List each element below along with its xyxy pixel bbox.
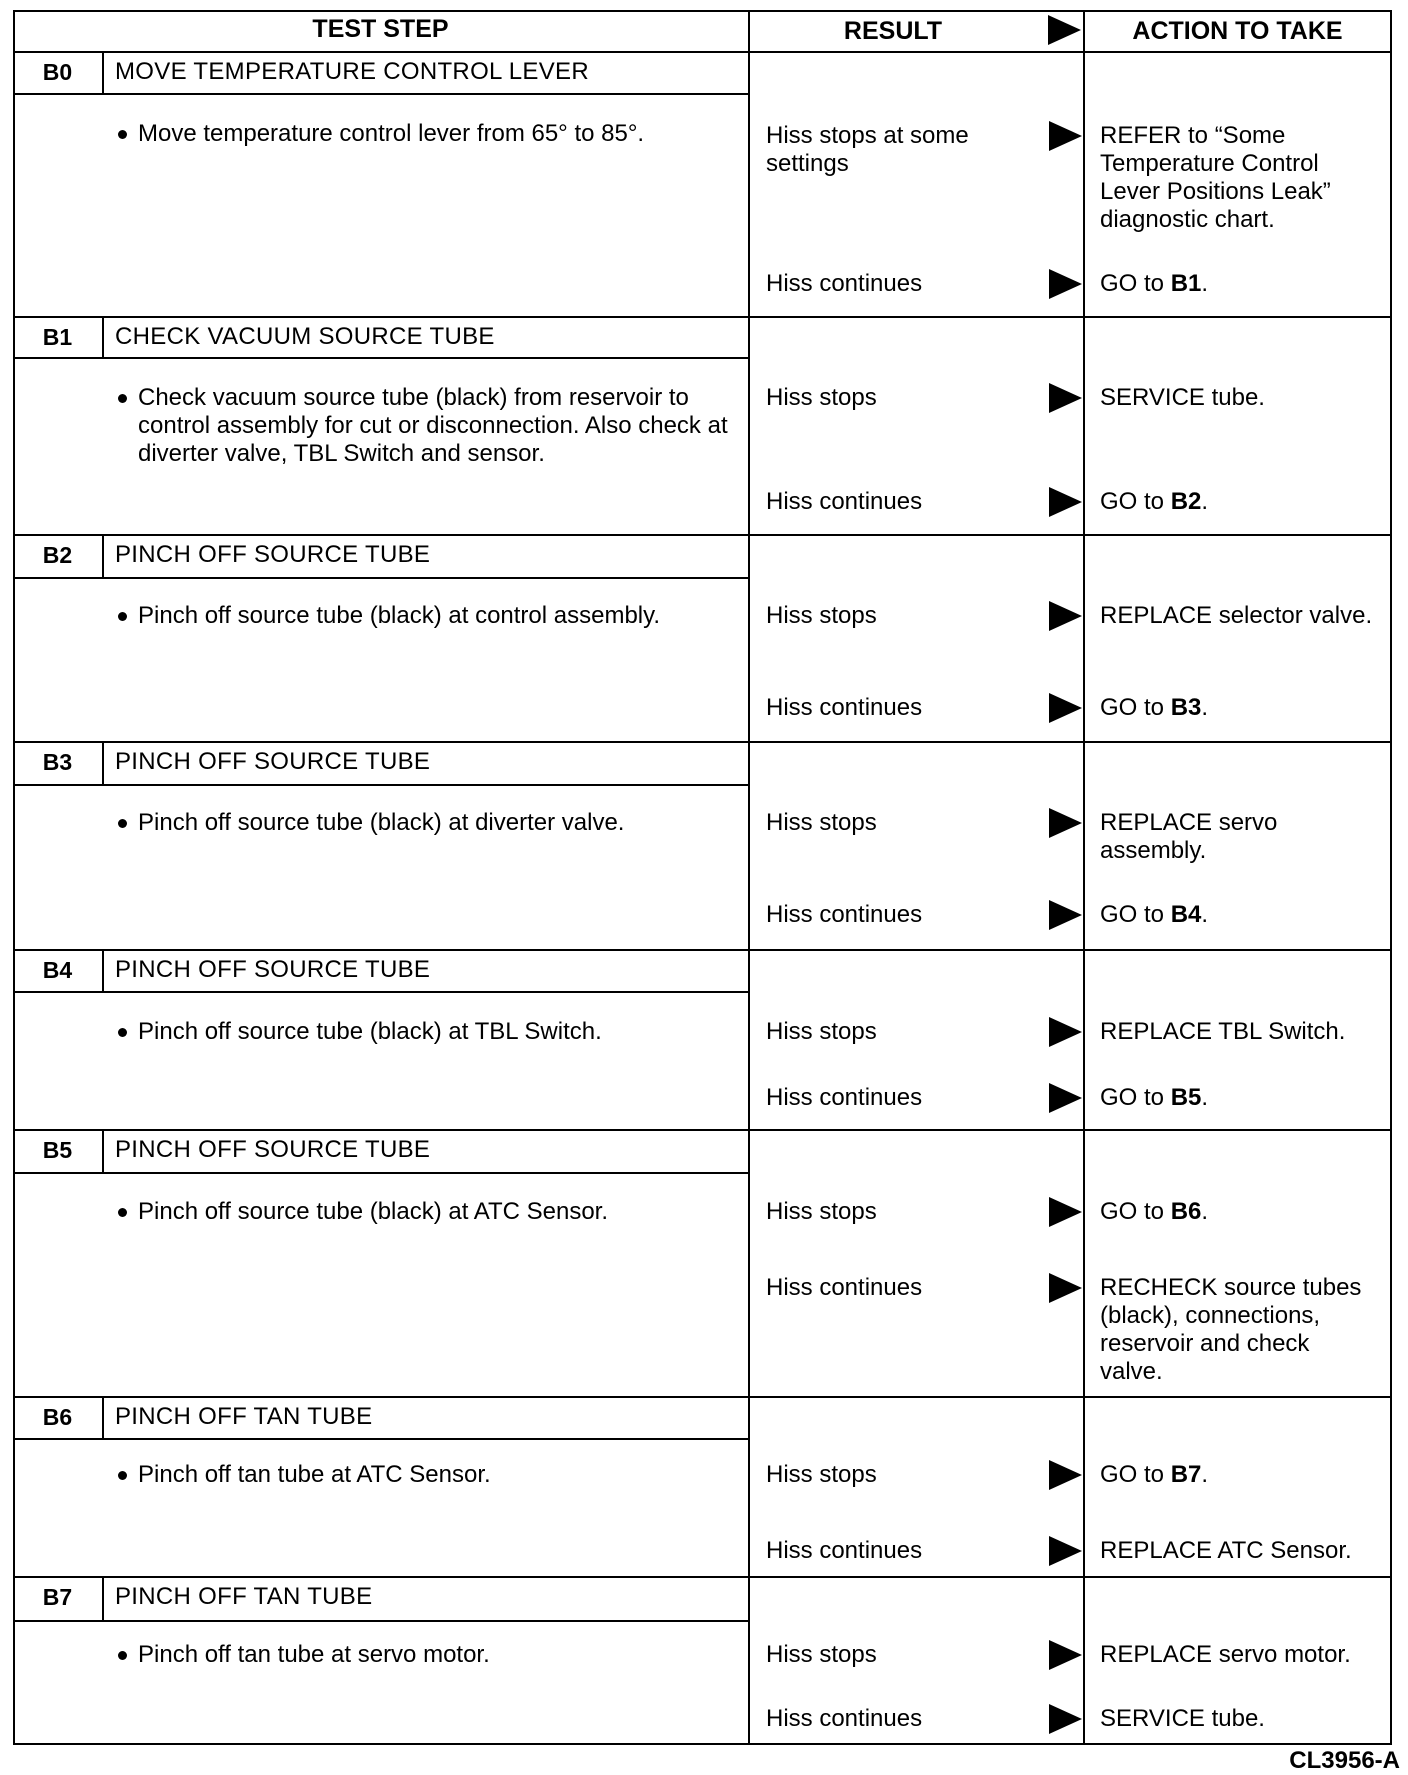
step-code: B2 (42, 542, 73, 568)
rule-horizontal (13, 1438, 748, 1440)
result-text: Hiss continues (766, 694, 923, 721)
rule-horizontal (13, 1620, 748, 1622)
figure-id: CL3956-A (1289, 1747, 1400, 1774)
step-title: PINCH OFF SOURCE TUBE (115, 748, 431, 775)
action-go-to-label: GO to (1100, 488, 1171, 515)
rule-horizontal (13, 741, 1392, 743)
step-title: PINCH OFF TAN TUBE (115, 1583, 373, 1610)
action-step-reference: B3 (1170, 694, 1202, 721)
action-text: SERVICE tube. (1100, 1705, 1265, 1732)
step-instruction: Pinch off source tube (black) at control assembly. (138, 602, 661, 629)
step-code: B5 (42, 1137, 73, 1163)
bullet-icon (118, 394, 127, 403)
rule-horizontal (13, 577, 748, 579)
arrow-right-icon (1049, 808, 1082, 838)
header-test-step: TEST STEP (312, 15, 449, 43)
rule-horizontal (13, 949, 1392, 951)
result-text: Hiss stops (766, 809, 877, 836)
step-instruction: Pinch off source tube (black) at TBL Switch. (138, 1018, 602, 1045)
action-step-reference: B4 (1170, 901, 1202, 928)
result-text: Hiss continues (766, 1705, 923, 1732)
rule-vertical (102, 741, 104, 784)
action-text: REPLACE TBL Switch. (1100, 1018, 1346, 1045)
rule-vertical (102, 1576, 104, 1620)
rule-horizontal (13, 534, 1392, 536)
step-title: MOVE TEMPERATURE CONTROL LEVER (115, 58, 589, 85)
action-text (1100, 270, 1377, 298)
action-punctuation: . (1201, 1084, 1209, 1111)
action-punctuation: . (1201, 270, 1209, 297)
bullet-icon (118, 1208, 127, 1217)
result-text: Hiss continues (766, 1537, 923, 1564)
arrow-right-icon (1049, 601, 1082, 631)
step-title: PINCH OFF SOURCE TUBE (115, 541, 431, 568)
rule-vertical (102, 1129, 104, 1172)
result-text: Hiss continues (766, 488, 923, 515)
action-punctuation: . (1201, 1198, 1209, 1225)
arrow-right-icon (1049, 1197, 1082, 1227)
action-punctuation: . (1201, 694, 1209, 721)
result-text: Hiss stops at some settings (766, 122, 969, 177)
rule-vertical (1390, 10, 1392, 1745)
arrow-right-icon (1049, 269, 1082, 299)
result-text: Hiss continues (766, 1084, 923, 1111)
action-text (1100, 1461, 1377, 1489)
action-go-to-label: GO to (1100, 1461, 1171, 1488)
bullet-icon (118, 1028, 127, 1037)
step-title: PINCH OFF TAN TUBE (115, 1403, 373, 1430)
result-text: Hiss continues (766, 1274, 923, 1301)
result-text: Hiss stops (766, 602, 877, 629)
step-code: B7 (42, 1584, 73, 1610)
arrow-right-icon (1049, 1083, 1082, 1113)
rule-horizontal (13, 1396, 1392, 1398)
arrow-right-icon (1049, 900, 1082, 930)
rule-horizontal (13, 991, 748, 993)
rule-vertical (13, 10, 15, 1743)
action-text (1100, 901, 1377, 929)
rule-vertical (102, 534, 104, 577)
rule-vertical (102, 316, 104, 357)
action-text: REPLACE servo motor. (1100, 1641, 1351, 1668)
arrow-right-icon (1049, 693, 1082, 723)
rule-horizontal (13, 51, 1392, 53)
arrow-right-icon (1049, 487, 1082, 517)
action-punctuation: . (1201, 488, 1209, 515)
rule-horizontal (13, 1129, 1392, 1131)
arrow-right-icon (1049, 1460, 1082, 1490)
step-code: B3 (42, 749, 73, 775)
arrow-right-icon (1049, 1536, 1082, 1566)
rule-vertical (102, 51, 104, 93)
rule-horizontal (13, 784, 748, 786)
action-text (1100, 488, 1377, 516)
rule-horizontal (13, 93, 748, 95)
step-title: PINCH OFF SOURCE TUBE (115, 956, 431, 983)
action-step-reference: B7 (1170, 1461, 1202, 1488)
step-instruction: Pinch off tan tube at ATC Sensor. (138, 1461, 491, 1488)
bullet-icon (118, 612, 127, 621)
action-text (1100, 694, 1377, 722)
result-text: Hiss continues (766, 901, 923, 928)
result-text: Hiss stops (766, 1641, 877, 1668)
result-text: Hiss stops (766, 1461, 877, 1488)
step-instruction: Pinch off tan tube at servo motor. (138, 1641, 490, 1668)
action-step-reference: B1 (1170, 270, 1202, 297)
arrow-right-icon (1049, 1017, 1082, 1047)
rule-horizontal (13, 357, 748, 359)
action-text: SERVICE tube. (1100, 384, 1265, 411)
action-go-to-label: GO to (1100, 901, 1171, 928)
result-text: Hiss stops (766, 1018, 877, 1045)
step-code: B0 (42, 59, 73, 85)
header-action-to-take: ACTION TO TAKE (1132, 17, 1343, 45)
action-text (1100, 1198, 1377, 1226)
header-result: RESULT (843, 17, 943, 45)
action-punctuation: . (1201, 901, 1209, 928)
action-go-to-label: GO to (1100, 270, 1171, 297)
bullet-icon (118, 1651, 127, 1660)
arrow-right-icon (1049, 1640, 1082, 1670)
step-instruction: Check vacuum source tube (black) from reservoir to control assembly for cut or disconnection. Also check at diverter valve, TBL Switch and sensor. (138, 384, 728, 467)
action-go-to-label: GO to (1100, 694, 1171, 721)
rule-vertical (102, 949, 104, 991)
action-step-reference: B5 (1170, 1084, 1202, 1111)
rule-horizontal (13, 316, 1392, 318)
bullet-icon (118, 130, 127, 139)
arrow-right-icon (1049, 1704, 1082, 1734)
step-code: B4 (42, 957, 73, 983)
action-step-reference: B2 (1170, 488, 1202, 515)
rule-horizontal (13, 1172, 748, 1174)
result-text: Hiss stops (766, 384, 877, 411)
action-go-to-label: GO to (1100, 1198, 1171, 1225)
action-text: REPLACE ATC Sensor. (1100, 1537, 1352, 1564)
rule-horizontal (13, 10, 1392, 12)
rule-vertical (1083, 10, 1085, 1745)
step-instruction: Move temperature control lever from 65° to 85°. (138, 120, 645, 147)
step-title: PINCH OFF SOURCE TUBE (115, 1136, 431, 1163)
action-text: REPLACE servo assembly. (1100, 809, 1278, 864)
rule-horizontal (13, 1576, 1392, 1578)
result-text: Hiss stops (766, 1198, 877, 1225)
step-code: B6 (42, 1404, 73, 1430)
arrow-right-icon (1049, 383, 1082, 413)
step-instruction: Pinch off source tube (black) at ATC Sensor. (138, 1198, 609, 1225)
arrow-right-icon (1049, 121, 1082, 151)
step-code: B1 (42, 324, 73, 350)
action-text (1100, 1084, 1377, 1112)
action-text: REPLACE selector valve. (1100, 602, 1373, 629)
result-text: Hiss continues (766, 270, 923, 297)
bullet-icon (118, 1471, 127, 1480)
bullet-icon (118, 819, 127, 828)
rule-vertical (748, 10, 750, 1745)
header-arrow-icon (1048, 15, 1081, 45)
step-instruction: Pinch off source tube (black) at diverter valve. (138, 809, 625, 836)
rule-horizontal (13, 1743, 1392, 1745)
action-text: RECHECK source tubes (black), connections, reservoir and check valve. (1100, 1274, 1362, 1385)
arrow-right-icon (1049, 1273, 1082, 1303)
action-go-to-label: GO to (1100, 1084, 1171, 1111)
action-punctuation: . (1201, 1461, 1209, 1488)
action-text: REFER to “Some Temperature Control Lever Positions Leak” diagnostic chart. (1100, 122, 1331, 233)
rule-vertical (102, 1396, 104, 1438)
action-step-reference: B6 (1170, 1198, 1202, 1225)
step-title: CHECK VACUUM SOURCE TUBE (115, 323, 495, 350)
